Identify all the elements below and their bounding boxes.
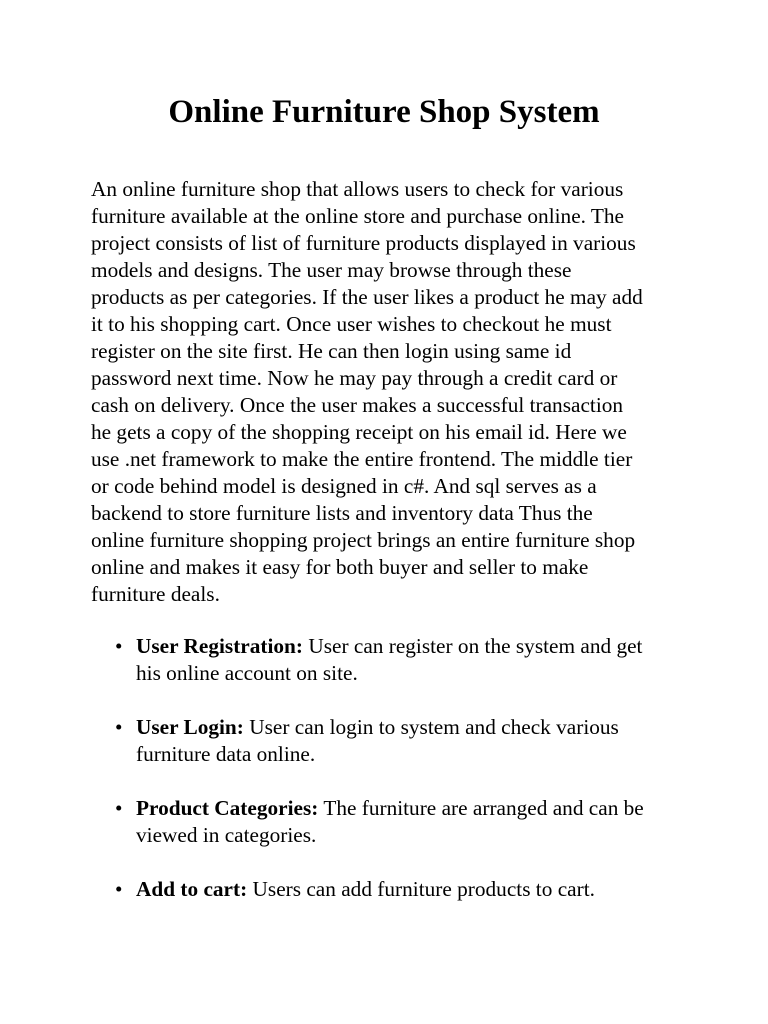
feature-text: The furniture are arranged and can be [323,796,644,820]
feature-name: Add to cart: [136,877,248,901]
bullet-icon: • [115,634,123,658]
feature-item-product-categories [91,795,711,849]
intro-line: password next time. Now he may pay through a credit card or [91,366,618,390]
intro-line: project consists of list of furniture products displayed in various [91,231,636,255]
feature-item-user-registration [91,633,711,687]
feature-text: User can register on the system and get [308,634,643,658]
feature-line [136,714,711,741]
feature-item-add-to-cart [91,876,711,903]
intro-line: furniture available at the online store and purchase online. The [91,204,625,228]
intro-paragraph [91,176,691,608]
intro-line: cash on delivery. Once the user makes a successful transaction [91,393,624,417]
feature-text: his online account on site. [136,661,358,685]
intro-line: it to his shopping cart. Once user wishes to checkout he must [91,312,612,336]
intro-line: register on the site first. He can then login using same id [91,339,572,363]
intro-line: he gets a copy of the shopping receipt on his email id. Here we [91,420,627,444]
feature-text: viewed in categories. [136,823,317,847]
intro-line: use .net framework to make the entire frontend. The middle tier [91,447,633,471]
document-title: Online Furniture Shop System [168,94,600,130]
feature-list [91,633,711,930]
intro-line: online and makes it easy for both buyer and seller to make [91,555,589,579]
intro-line: or code behind model is designed in c#. And sql serves as a [91,474,597,498]
feature-line [136,633,711,660]
feature-text: Users can add furniture products to cart. [252,877,595,901]
feature-name: User Registration: [136,634,303,658]
intro-line: models and designs. The user may browse through these [91,258,572,282]
bullet-icon: • [115,715,123,739]
feature-text: furniture data online. [136,742,316,766]
feature-name: Product Categories: [136,796,319,820]
intro-line: products as per categories. If the user likes a product he may add [91,285,643,309]
bullet-icon: • [115,877,123,901]
feature-name: User Login: [136,715,244,739]
feature-item-user-login [91,714,711,768]
intro-line: An online furniture shop that allows users to check for various [91,177,624,201]
bullet-icon: • [115,796,123,820]
intro-line: online furniture shopping project brings an entire furniture shop [91,528,636,552]
intro-line: backend to store furniture lists and inventory data Thus the [91,501,593,525]
feature-line [136,795,711,822]
feature-text: User can login to system and check various [249,715,619,739]
intro-line: furniture deals. [91,582,220,606]
feature-line [136,876,711,903]
